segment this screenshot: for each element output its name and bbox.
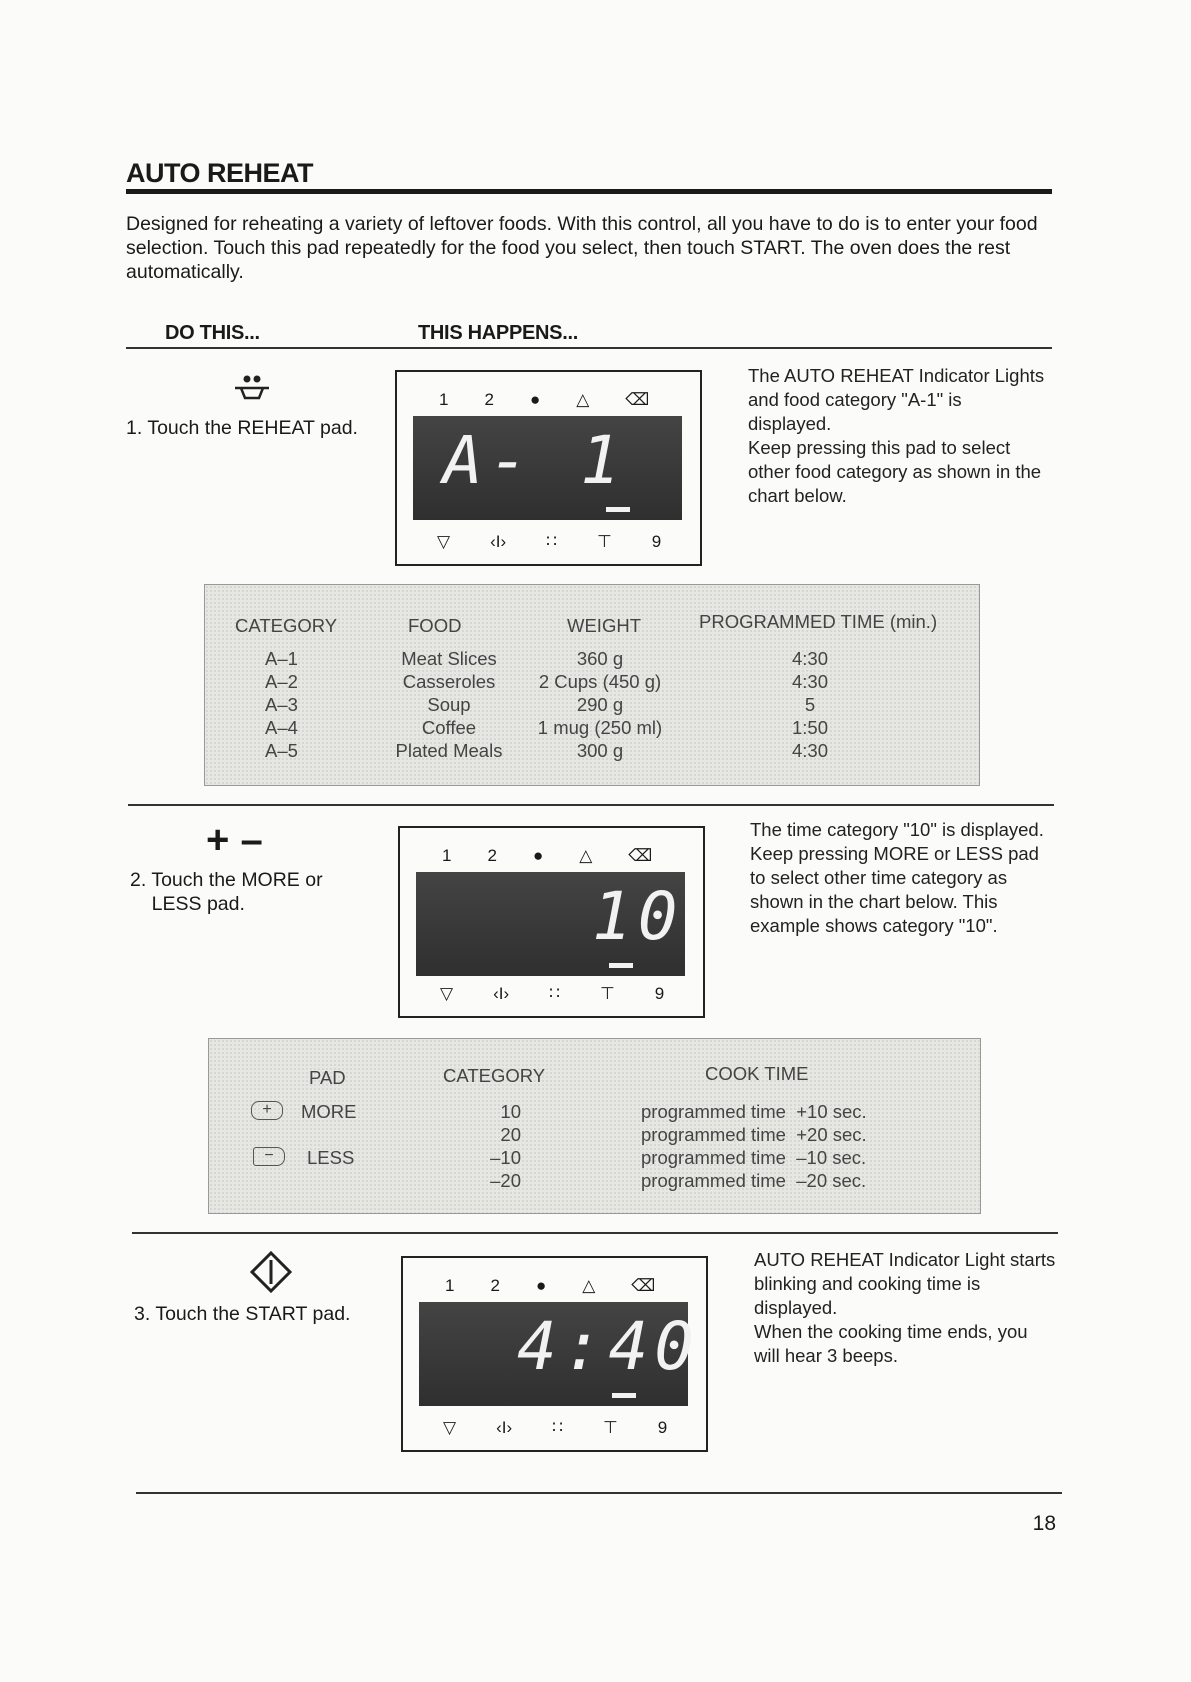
header-rule [126, 347, 1052, 349]
auto-cook-icon: ∷ [546, 532, 557, 551]
th-category: CATEGORY [443, 1065, 546, 1086]
step2-description: The time category "10" is displayed. Keep pressing MORE or LESS pad to select other time category as shown in the chart below. This example shows category "10". [750, 819, 1044, 936]
pizza-icon: ● [532, 846, 544, 865]
table-cell: 4:30 [791, 740, 828, 761]
display-panel-step3 [401, 1256, 708, 1452]
panel-bottom-row [440, 984, 664, 1004]
intro-paragraph: Designed for reheating a variety of leftover foods. With this control, all you have to do is to enter your food selection. Touch this pad repeatedly for the food you select, then touch START. The oven does the rest automatically. [126, 213, 1038, 283]
panel-num-1: 1 [439, 390, 449, 409]
step1-pad: REHEAT [237, 417, 315, 439]
step3-description [754, 1248, 1056, 1368]
step3-pad: START [245, 1303, 308, 1325]
panel-num-1: 1 [442, 846, 452, 865]
more-pad-icon: + [251, 1101, 283, 1120]
less-pad-icon: − [253, 1147, 285, 1166]
indicator-bar [606, 507, 630, 512]
table-cell: –10 [490, 1147, 521, 1168]
step3-prefix: 3. Touch the [134, 1303, 246, 1325]
led-screen [416, 872, 685, 976]
panel-top-row [442, 846, 652, 866]
pizza-icon: ● [529, 390, 541, 409]
step2-or: or [299, 869, 323, 891]
meat-icon: △ [579, 846, 593, 865]
led-screen [419, 1302, 700, 1406]
table-cell: Soup [427, 694, 471, 715]
th-food: FOOD [408, 615, 462, 636]
reheat-icon: ⊤ [602, 1418, 618, 1437]
step3-desc1: AUTO REHEAT Indicator Light starts blinking and cooking time is displayed. [754, 1249, 1056, 1318]
table-cell: 4:30 [791, 648, 828, 669]
step1-desc2: Keep pressing this pad to select other food category as shown in the chart below. [748, 437, 1042, 506]
cook-time-table [208, 1038, 981, 1214]
th-pad: PAD [309, 1067, 346, 1088]
fish-icon: ⌫ [625, 390, 650, 409]
meat-icon: △ [576, 390, 590, 409]
auto-cook-icon: ∷ [552, 1418, 563, 1437]
panel-num-2: 2 [490, 1276, 500, 1295]
indicator-bar [609, 963, 633, 968]
table-cell: programmed time +10 sec. [641, 1101, 867, 1122]
section-rule-2 [132, 1232, 1058, 1234]
table-cell: A–3 [265, 694, 298, 715]
table-cell: Plated Meals [395, 740, 503, 761]
panel-bottom-row [443, 1418, 667, 1438]
led-screen [413, 416, 682, 520]
indicator-bar [612, 1393, 636, 1398]
pizza-icon: ● [535, 1276, 547, 1295]
table-cell: programmed time –20 sec. [641, 1170, 867, 1191]
panel-num-9: 9 [654, 984, 665, 1003]
table-cell: Meat Slices [401, 648, 497, 669]
panel-num-1: 1 [445, 1276, 455, 1295]
display-readout: 10 [592, 878, 684, 955]
table-cell: 290 g [576, 694, 624, 715]
fish-icon: ⌫ [631, 1276, 656, 1295]
weight-icon: ‹I› [493, 984, 510, 1003]
defrost-icon: ▽ [440, 984, 454, 1003]
table-cell: 2 Cups (450 g) [538, 671, 662, 692]
step2-pad-less: LESS [151, 893, 202, 915]
reheat-pad-icon [232, 374, 272, 404]
col-do-this: DO THIS... [165, 322, 260, 344]
display-readout: 4:40 [517, 1308, 700, 1385]
step2-suffix: pad. [201, 893, 245, 915]
step2-pad-more: MORE [241, 869, 300, 891]
table-cell: 1 mug (250 ml) [537, 717, 663, 738]
th-programmed-time: PROGRAMMED TIME (min.) [699, 611, 938, 632]
display-panel-step1 [395, 370, 702, 566]
table-cell: –20 [490, 1170, 521, 1191]
table-cell: A–4 [265, 717, 298, 738]
step1-description [748, 364, 1050, 508]
section-rule-1 [128, 804, 1054, 806]
pad-more-label: MORE [301, 1101, 357, 1122]
step1-instruction [126, 416, 358, 440]
table-cell: 10 [500, 1101, 521, 1122]
panel-num-9: 9 [651, 532, 662, 551]
step1-suffix: pad. [314, 417, 358, 439]
table-cell: 300 g [576, 740, 624, 761]
title-rule [126, 189, 1052, 194]
panel-num-2: 2 [487, 846, 497, 865]
table-cell: programmed time –10 sec. [641, 1147, 867, 1168]
panel-num-2: 2 [484, 390, 494, 409]
start-pad-icon [249, 1250, 293, 1294]
table-cell: 1:50 [791, 717, 828, 738]
table-cell: Coffee [421, 717, 477, 738]
page-number: 18 [1032, 1512, 1056, 1535]
food-category-table [204, 584, 980, 786]
th-weight: WEIGHT [567, 615, 641, 636]
step3-suffix: pad. [307, 1303, 351, 1325]
table-cell: A–2 [265, 671, 298, 692]
table-cell: programmed time +20 sec. [641, 1124, 867, 1145]
reheat-icon: ⊤ [596, 532, 612, 551]
th-cook-time: COOK TIME [705, 1063, 809, 1084]
panel-bottom-row [437, 532, 661, 552]
weight-icon: ‹I› [496, 1418, 513, 1437]
defrost-icon: ▽ [443, 1418, 457, 1437]
table-cell: 4:30 [791, 671, 828, 692]
col-this-happens: THIS HAPPENS... [418, 322, 578, 344]
table-cell: A–1 [265, 648, 298, 669]
step2-instruction [130, 868, 370, 916]
defrost-icon: ▽ [437, 532, 451, 551]
fish-icon: ⌫ [628, 846, 653, 865]
auto-cook-icon: ∷ [549, 984, 560, 1003]
footer-rule [136, 1492, 1062, 1494]
table-cell: 20 [500, 1124, 521, 1145]
panel-top-row [445, 1276, 655, 1296]
weight-icon: ‹I› [490, 532, 507, 551]
page-title: AUTO REHEAT [126, 158, 314, 188]
table-cell: 5 [804, 694, 816, 715]
meat-icon: △ [582, 1276, 596, 1295]
th-category: CATEGORY [235, 615, 338, 636]
table-cell: 360 g [576, 648, 624, 669]
table-cell: A–5 [265, 740, 298, 761]
step3-desc2: When the cooking time ends, you will hear 3 beeps. [754, 1321, 1028, 1366]
step1-prefix: 1. Touch the [126, 417, 238, 439]
table-cell: Casseroles [402, 671, 496, 692]
display-readout: A- 1 [443, 422, 626, 499]
step1-desc1: The AUTO REHEAT Indicator Lights and food category "A-1" is displayed. [748, 365, 1045, 434]
pad-less-label: LESS [307, 1147, 355, 1168]
reheat-icon: ⊤ [599, 984, 615, 1003]
panel-top-row [439, 390, 649, 410]
more-less-icons: + – [206, 818, 263, 862]
panel-num-9: 9 [657, 1418, 668, 1437]
step3-instruction [134, 1302, 350, 1326]
display-panel-step2 [398, 826, 705, 1018]
step2-prefix: 2. Touch the [130, 869, 242, 891]
